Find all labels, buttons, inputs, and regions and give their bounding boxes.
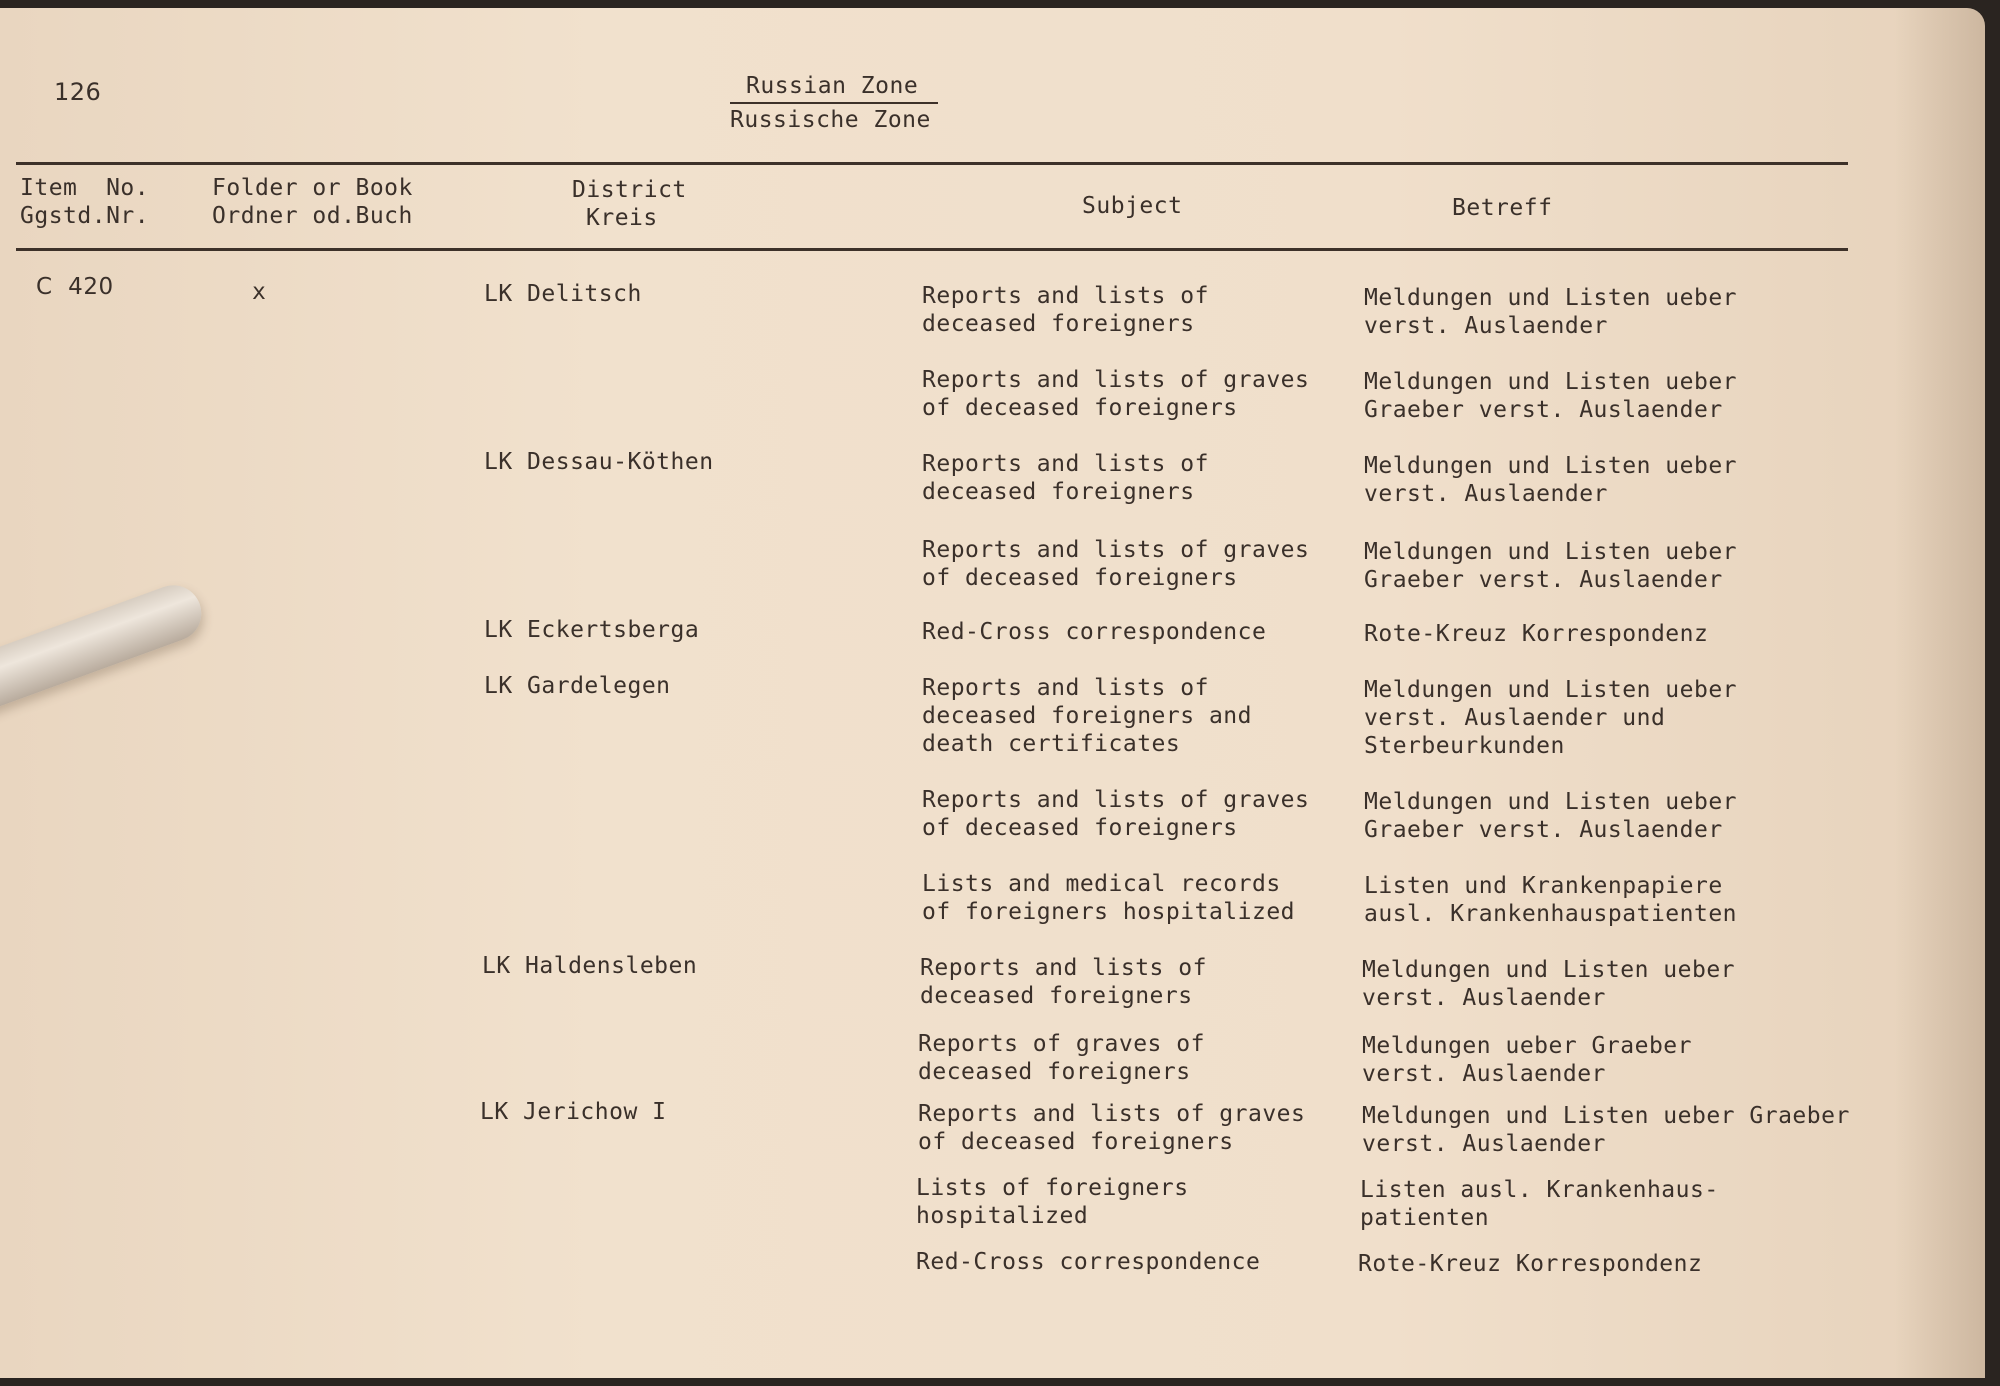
- col-betreff: Betreff: [1452, 195, 1553, 221]
- betreff-cell: Meldungen und Listen ueber Graeber verst. Auslaender: [1364, 539, 1738, 593]
- header-top-rule: [16, 162, 1848, 165]
- subject-cell: Reports and lists of graves of deceased foreigners: [922, 367, 1310, 421]
- subject-cell: Lists of foreigners hospitalized: [916, 1175, 1189, 1229]
- betreff-cell: Meldungen und Listen ueber verst. Auslaender: [1362, 957, 1736, 1011]
- title-underline: [730, 102, 938, 104]
- betreff-cell: Meldungen und Listen ueber verst. Auslaender und Sterbeurkunden: [1364, 677, 1738, 759]
- col-item-no-en: Item No.: [20, 175, 150, 201]
- betreff-cell: Rote-Kreuz Korrespondenz: [1358, 1251, 1703, 1277]
- subject-cell: Reports and lists of deceased foreigners: [920, 955, 1207, 1009]
- subject-cell: Reports and lists of deceased foreigners: [922, 283, 1209, 337]
- item-number: C 420: [36, 274, 114, 300]
- betreff-cell: Meldungen und Listen ueber Graeber verst. Auslaender: [1362, 1103, 1850, 1157]
- betreff-cell: Listen und Krankenpapiere ausl. Krankenhauspatienten: [1364, 873, 1738, 927]
- subject-cell: Reports and lists of deceased foreigners and death certificates: [922, 675, 1252, 757]
- col-folder-en: Folder or Book: [212, 175, 413, 201]
- betreff-cell: Meldungen und Listen ueber Graeber verst. Auslaender: [1364, 369, 1738, 423]
- header-bottom-rule: [16, 248, 1848, 251]
- district-cell: LK Delitsch: [484, 281, 642, 307]
- folder-mark: x: [252, 279, 267, 305]
- district-cell: LK Haldensleben: [482, 953, 698, 979]
- subject-cell: Red-Cross correspondence: [922, 619, 1267, 645]
- district-cell: LK Gardelegen: [484, 673, 671, 699]
- title-english: Russian Zone: [746, 73, 919, 99]
- subject-cell: Red-Cross correspondence: [916, 1249, 1261, 1275]
- col-folder-de: Ordner od.Buch: [212, 203, 413, 229]
- stylus-pointer: [0, 577, 209, 717]
- district-cell: LK Jerichow I: [480, 1099, 667, 1125]
- col-district-de: Kreis: [586, 205, 658, 231]
- subject-cell: Reports of graves of deceased foreigners: [918, 1031, 1205, 1085]
- district-cell: LK Eckertsberga: [484, 617, 700, 643]
- betreff-cell: Meldungen und Listen ueber verst. Auslaender: [1364, 453, 1738, 507]
- betreff-cell: Meldungen und Listen ueber verst. Auslaender: [1364, 285, 1738, 339]
- betreff-cell: Meldungen und Listen ueber Graeber verst. Auslaender: [1364, 789, 1738, 843]
- subject-cell: Lists and medical records of foreigners hospitalized: [922, 871, 1296, 925]
- page-number: 126: [54, 78, 102, 106]
- district-cell: LK Dessau-Köthen: [484, 449, 714, 475]
- title-german: Russische Zone: [730, 107, 931, 133]
- betreff-cell: Meldungen ueber Graeber verst. Auslaender: [1362, 1033, 1692, 1087]
- col-subject: Subject: [1082, 193, 1183, 219]
- subject-cell: Reports and lists of graves of deceased foreigners: [922, 787, 1310, 841]
- col-item-no-de: Ggstd.Nr.: [20, 203, 150, 229]
- subject-cell: Reports and lists of graves of deceased foreigners: [918, 1101, 1306, 1155]
- col-district-en: District: [572, 177, 687, 203]
- betreff-cell: Listen ausl. Krankenhaus- patienten: [1360, 1177, 1719, 1231]
- betreff-cell: Rote-Kreuz Korrespondenz: [1364, 621, 1709, 647]
- subject-cell: Reports and lists of deceased foreigners: [922, 451, 1209, 505]
- subject-cell: Reports and lists of graves of deceased foreigners: [922, 537, 1310, 591]
- document-page: [0, 8, 1985, 1378]
